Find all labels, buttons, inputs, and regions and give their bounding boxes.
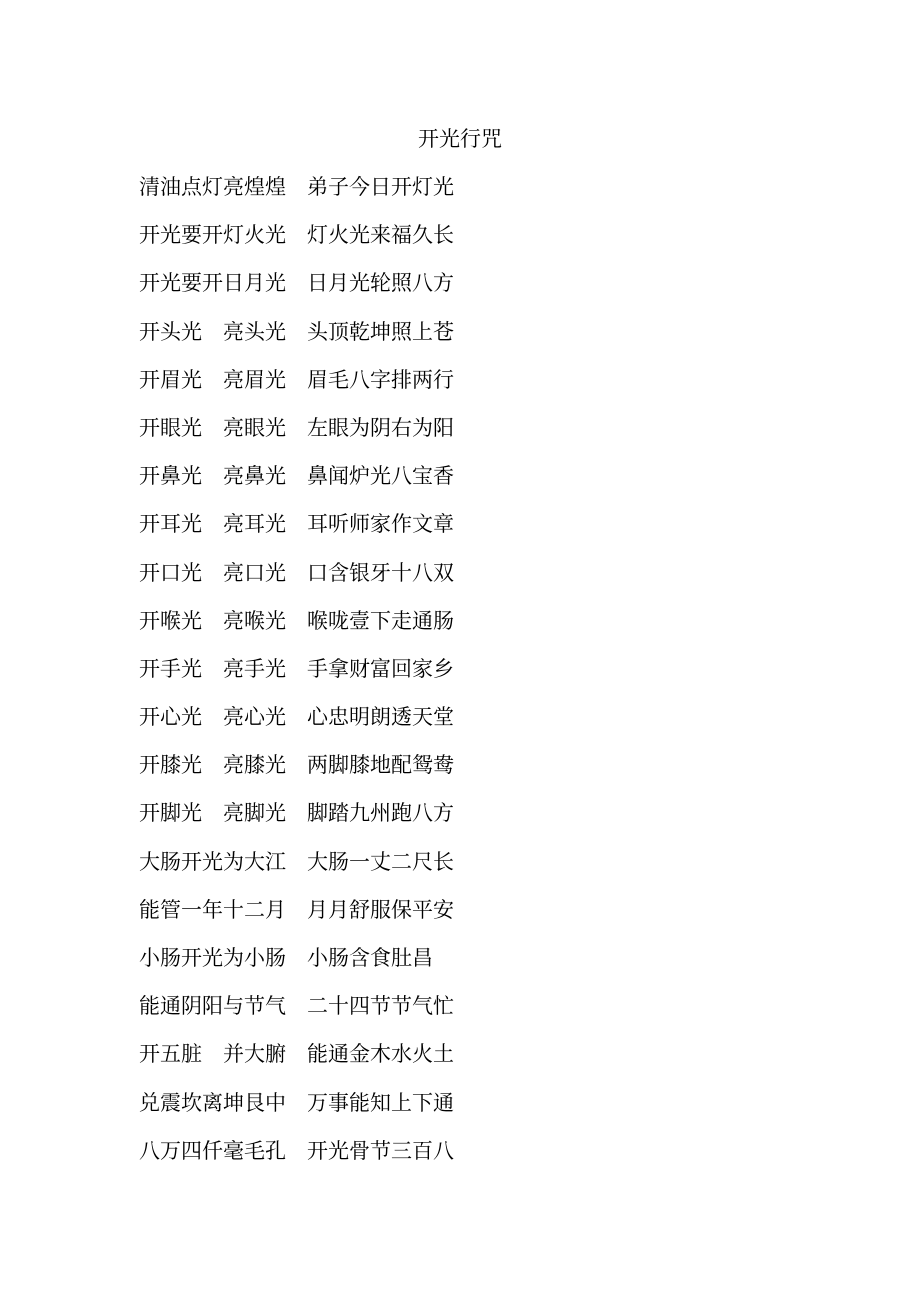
verse-line: 开眼光 亮眼光 左眼为阴右为阳	[139, 415, 454, 440]
verse-line: 开光要开灯火光 灯火光来福久长	[139, 223, 454, 248]
verse-line: 开脚光 亮脚光 脚踏九州跑八方	[139, 801, 454, 826]
verse-line: 大肠开光为大江 大肠一丈二尺长	[139, 849, 454, 874]
verse-line: 开口光 亮口光 口含银牙十八双	[139, 560, 454, 585]
verse-line: 兑震坎离坤艮中 万事能知上下通	[139, 1090, 454, 1115]
verse-line: 开膝光 亮膝光 两脚膝地配鸳鸯	[139, 753, 454, 778]
verse-line: 八万四仟毫毛孔 开光骨节三百八	[139, 1138, 454, 1163]
verse-line: 开鼻光 亮鼻光 鼻闻炉光八宝香	[139, 464, 454, 489]
verse-line: 清油点灯亮煌煌 弟子今日开灯光	[139, 175, 454, 199]
document-title: 开光行咒	[418, 127, 502, 151]
verse-line: 开手光 亮手光 手拿财富回家乡	[139, 656, 454, 681]
verse-line: 开耳光 亮耳光 耳听师家作文章	[139, 512, 454, 537]
verse-lines	[139, 172, 454, 1184]
verse-line: 开光要开日月光 日月光轮照八方	[139, 271, 454, 296]
verse-line: 开心光 亮心光 心忠明朗透天堂	[139, 705, 454, 730]
verse-line: 小肠开光为小肠 小肠含食肚昌	[139, 946, 433, 970]
verse-line: 开喉光 亮喉光 喉咙壹下走通肠	[139, 608, 454, 633]
verse-line: 能管一年十二月 月月舒服保平安	[139, 897, 454, 922]
verse-line: 开五脏 并大腑 能通金木水火土	[139, 1042, 454, 1067]
verse-line: 开眉光 亮眉光 眉毛八字排两行	[139, 367, 454, 392]
verse-line: 开头光 亮头光 头顶乾坤照上苍	[139, 319, 454, 344]
verse-line: 能通阴阳与节气 二十四节节气忙	[139, 994, 454, 1019]
